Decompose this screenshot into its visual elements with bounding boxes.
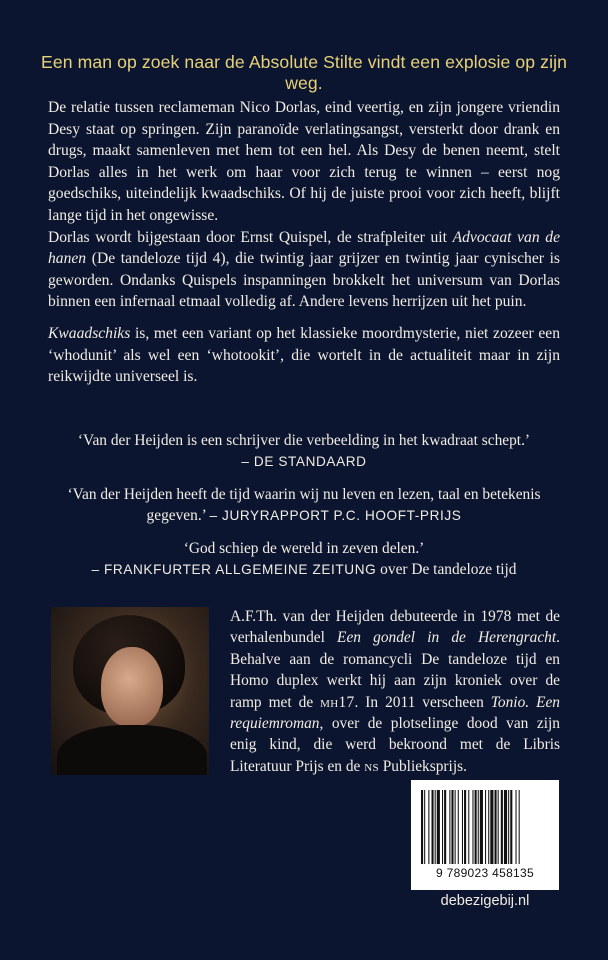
barcode-bar [488, 790, 489, 864]
bio-text: . Behalve aan de romancycli De tandeloze tijd en Homo duplex werkt hij aan zijn kroniek over de ramp met de [230, 629, 560, 711]
barcode-bar [516, 790, 517, 864]
quote-text: ‘God schiep de wereld in zeven delen.’ [183, 540, 425, 557]
synopsis-text: Dorlas wordt bijgestaan door Ernst Quispel, de strafpleiter uit [48, 228, 453, 246]
barcode-bar [510, 790, 512, 864]
barcode-bar [458, 790, 459, 864]
book-title-kwaadschiks: Kwaadschiks [48, 324, 131, 342]
barcode-bar [501, 790, 503, 864]
review-quotes [40, 430, 568, 592]
barcode-bar [432, 790, 434, 864]
bio-ns: ns [364, 757, 379, 775]
bio-text: , over de plotselinge dood van zijn enig kind, die werd bekroond met de Libris Literatuur Prijs en de [230, 715, 560, 775]
barcode-bar [485, 790, 486, 864]
barcode-bar [468, 790, 469, 864]
quote-source: – FRANKFURTER ALLGEMEINE ZEITUNG [91, 562, 377, 577]
author-photo [51, 607, 209, 775]
synopsis-paragraph-3 [48, 323, 560, 388]
barcode-bar [498, 790, 499, 864]
barcode-bar [475, 790, 477, 864]
review-quote [40, 538, 568, 580]
barcode-bar [508, 790, 509, 864]
synopsis [48, 97, 560, 388]
barcode-bar [478, 790, 479, 864]
barcode-bar [462, 790, 463, 864]
quote-suffix: over De tandeloze tijd [376, 561, 517, 578]
barcode-bar [442, 790, 443, 864]
bio-mh17: mh17 [320, 693, 355, 711]
quote-text: ‘Van der Heijden is een schrijver die verbeelding in het kwadraat schept.’ [77, 432, 531, 449]
publisher-website: debezigebij.nl [440, 893, 530, 909]
quote-source: – DE STANDAARD [241, 454, 367, 469]
bio-text: Publieksprijs. [378, 757, 467, 775]
barcode-bar [421, 790, 423, 864]
quote-text: ‘Van der Heijden heeft de tijd waarin wij nu leven en lezen, taal en betekenis gegeven.’ [67, 486, 541, 524]
barcode-bar [490, 790, 493, 864]
synopsis-paragraph-2 [48, 227, 560, 313]
author-bio [230, 606, 560, 777]
barcode-bar [451, 790, 453, 864]
barcode-bar [437, 790, 440, 864]
bio-text: A.F.Th. van der Heijden debuteerde in 1978 met de verhalenbundel [230, 608, 560, 647]
author-bio-text [230, 606, 560, 777]
book-title-gondel: Een gondel in de Herengracht [337, 629, 557, 647]
bio-text: . In 2011 verscheen [354, 693, 491, 711]
author-shirt [57, 725, 207, 775]
synopsis-text: (De tandeloze tijd 4), die twintig jaar grijzer en twintig jaar cynischer is geworden. Ondanks Quispels inspanningen brokkelt het universum van Dorlas binnen een infernaal etmaal volledig af. Andere levens herrijzen uit het puin. [48, 250, 560, 311]
tagline: Een man op zoek naar de Absolute Stilte vindt een explosie op zijn weg. [41, 52, 567, 93]
book-title-advocaat: Advocaat van de hanen [48, 228, 561, 268]
barcode-bar [424, 790, 425, 864]
book-title-tonio: Tonio. Een requiemroman [230, 693, 560, 733]
isbn-number: 9 789023 458135 [436, 866, 534, 880]
barcode-bar [495, 790, 497, 864]
barcode-bar [449, 790, 450, 864]
quote-source: – JURYRAPPORT P.C. HOOFT-PRIJS [209, 508, 462, 523]
barcode-bar [504, 790, 507, 864]
barcode-bar [472, 790, 473, 864]
review-quote [40, 484, 568, 526]
author-face [101, 647, 163, 727]
barcode-bar [428, 790, 429, 864]
barcode-bar [444, 790, 446, 864]
barcode-bars [421, 790, 549, 864]
barcode-bar [519, 790, 520, 864]
synopsis-text: is, met een variant op het klassieke moordmysterie, niet zozeer een ‘whodunit’ als wel een ‘whotookit’, die wortelt in de actualiteit maar in zijn reikwijdte universeel is. [48, 324, 560, 386]
barcode-bar [464, 790, 466, 864]
barcode [411, 780, 559, 890]
barcode-bar [435, 790, 436, 864]
synopsis-paragraph-1: De relatie tussen reclameman Nico Dorlas, eind veertig, en zijn jongere vriendin Desy staat op springen. Zijn paranoïde verlatingsangst, versterkt door drank en drugs, maakt samenleven met hem tot een hel. Als Desy de benen neemt, stelt Dorlas alles in het werk om haar voor zich terug te winnen – eerst nog goedschiks, uiteindelijk kwaadschiks. Of hij de juiste prooi voor zich heeft, blijft lange tijd in het ongewisse. [48, 99, 560, 224]
barcode-bar [455, 790, 456, 864]
barcode-bar [480, 790, 483, 864]
review-quote [40, 430, 568, 472]
